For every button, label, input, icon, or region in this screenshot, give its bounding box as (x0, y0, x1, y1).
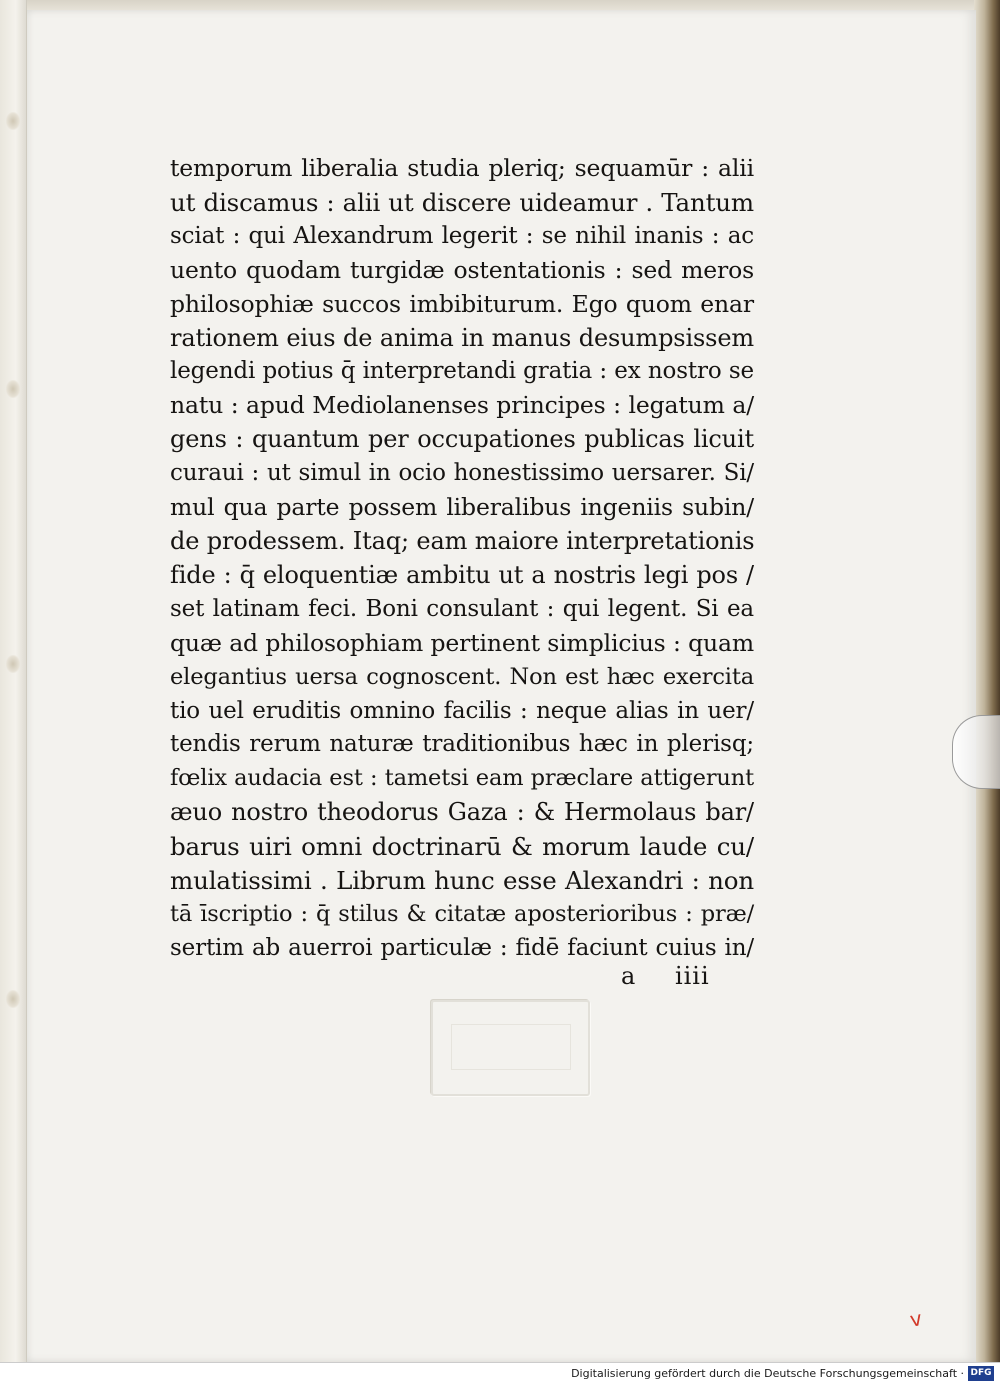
text-line: mul qua parte possem liberalibus ingeniis subin/ (170, 493, 754, 522)
text-line: legendi potius q̄ interpretandi gratia : ex nostro se (170, 358, 754, 385)
binding-edge (0, 0, 27, 1362)
footer-bar (0, 1362, 1000, 1386)
text-line: mulatissimi . Librum hunc esse Alexandri : non (170, 866, 754, 896)
text-line: sertim ab auerroi particulæ : fidē faciunt cuius in/ (170, 934, 754, 961)
text-line: philosophiæ succos imbibiturum. Ego quom enar (170, 289, 754, 318)
text-line: set latinam feci. Boni consulant : qui legent. Si ea (170, 595, 754, 622)
binding-stitch (6, 990, 20, 1008)
text-line: æuo nostro theodorus Gaza : & Hermolaus bar/ (170, 798, 754, 827)
blind-stamp (431, 1000, 590, 1096)
text-line: temporum liberalia studia pleriq; sequamūr : alii (170, 154, 754, 182)
page-clip (952, 715, 1000, 789)
text-line: rationem eius de anima in manus desumpsissem (170, 323, 754, 352)
book-page-stack (974, 0, 1000, 1362)
text-line: gens : quantum per occupationes publicas licuit (170, 425, 754, 454)
text-line: fide : q̄ eloquentiæ ambitu ut a nostris legi pos / (170, 560, 754, 589)
text-line: tio uel eruditis omnino facilis : neque alias in uer/ (170, 697, 754, 724)
text-line: tendis rerum naturæ traditionibus hæc in plerisq; (170, 731, 754, 758)
dfg-logo: DFG (968, 1366, 994, 1381)
text-line: sciat : qui Alexandrum legerit : se nihil inanis : ac (170, 222, 754, 249)
signature-number: iiii (674, 962, 710, 990)
text-line: uento quodam turgidæ ostentationis : sed meros (170, 255, 754, 284)
binding-stitch (6, 655, 20, 673)
blind-stamp-inner (451, 1024, 571, 1070)
text-line: ut discamus : alii ut discere uideamur . Tantum (170, 187, 754, 217)
binding-stitch (6, 112, 20, 130)
text-line: de prodessem. Itaq; eam maiore interpretationis (170, 526, 755, 555)
margin-check-mark: v (908, 1306, 924, 1332)
funding-notice: Digitalisierung gefördert durch die Deutsche Forschungsgemeinschaft · (571, 1367, 964, 1380)
text-line: curaui : ut simul in ocio honestissimo uersarer. Si/ (170, 460, 754, 487)
text-line: tā īscriptio : q̄ stilus & citatæ aposterioribus : præ/ (170, 900, 754, 927)
text-line: elegantius uersa cognoscent. Non est hæc exercita (170, 663, 754, 690)
binding-stitch (6, 380, 20, 398)
text-line: quæ ad philosophiam pertinent simplicius : quam (170, 628, 754, 657)
text-line: fœlix audacia est : tametsi eam præclare attigerunt (170, 765, 754, 792)
text-line: natu : apud Mediolanenses principes : legatum a/ (170, 391, 754, 420)
signature-mark (621, 962, 710, 990)
text-line: barus uiri omni doctrinarū & morum laude cu/ (170, 832, 754, 862)
body-text (170, 152, 770, 966)
signature-letter: a (621, 962, 637, 990)
